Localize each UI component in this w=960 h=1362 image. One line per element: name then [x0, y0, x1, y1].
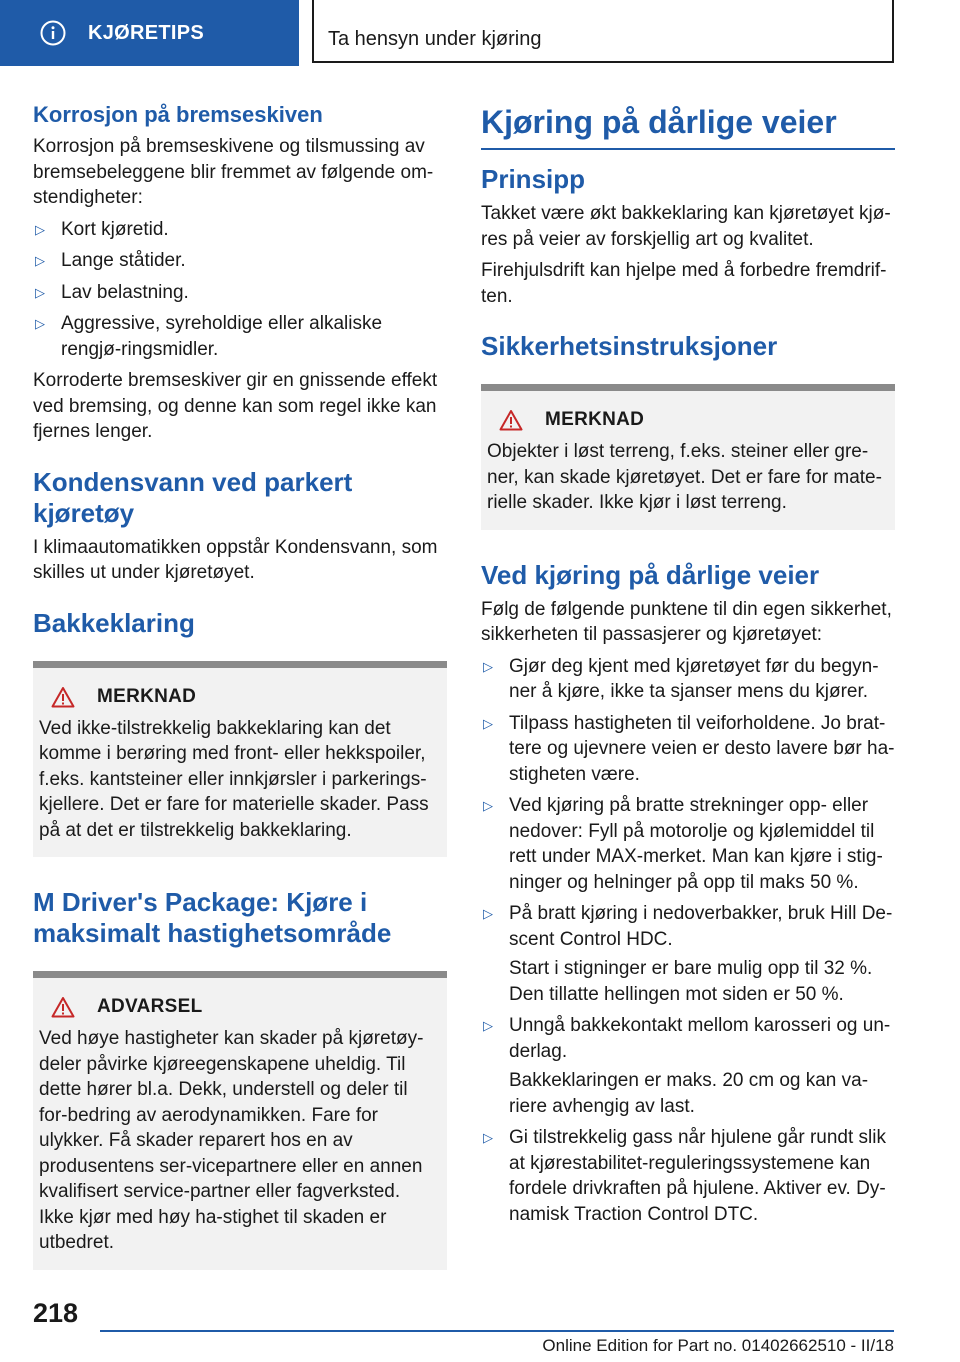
section-tab — [0, 0, 299, 66]
principle-heading: Prinsipp — [481, 164, 586, 194]
list-item-note: Bakkeklaringen er maks. 20 cm og kan va-riere avhengig av last. — [509, 1070, 869, 1117]
page-title-box — [312, 0, 894, 63]
bullet-triangle-icon: ▷ — [35, 284, 45, 300]
page-number: 218 — [33, 1298, 79, 1328]
bullet-triangle-icon: ▷ — [483, 715, 493, 731]
condensation-text: I klimaautomatikken oppstår Kondensvann, som skilles ut under kjøretøyet. — [33, 536, 438, 583]
warning-triangle-icon — [51, 996, 75, 1018]
principle-text-2: Firehjulsdrift kan hjelpe med å forbedre fremdrif-ten. — [481, 260, 887, 307]
warning-triangle-icon — [51, 686, 75, 708]
page-header — [0, 0, 960, 66]
bullet-triangle-icon: ▷ — [483, 798, 493, 813]
list-item: ▷ Aggressive, syreholdige eller alkaliske rengjø-ringsmidler. — [35, 313, 383, 360]
warning-triangle-icon — [499, 409, 523, 431]
notice-text: Ved høye hastigheter kan skader på kjøretøy-deler påvirke kjøreegenskapene uheldig. Til dette hører bl.a. Dekk, understell og deler til for-bedring av aerodynamikken. Fare for ulykker. Få skader reparert hos en av produsentens ser-vicepartnere eller en annen kvalifisert service-partner eller fagverksted. Ikke kjør med høy ha-stighet til skaden er utbedret. — [39, 1028, 424, 1253]
list-item: ▷ Gjør deg kjent med kjøretøyet før du begyn-ner å kjøre, ikke ta sjanser mens du kjører. — [483, 655, 879, 702]
list-item: ▷ På bratt kjøring i nedoverbakker, bruk Hill De-scent Control HDC. Start i stigninger er bare mulig opp til 32 %. Den tillatte hellingen mot siden er 50 %. — [481, 901, 895, 1007]
list-item: ▷ Kort kjøretid. — [33, 217, 447, 243]
bullet-triangle-icon: ▷ — [483, 1018, 493, 1033]
page-title: Ta hensyn under kjøring — [328, 28, 542, 50]
bullet-triangle-icon: ▷ — [483, 906, 493, 921]
corrosion-intro: Korrosjon på bremseskivene og tilsmussing av bremsebeleggene blir fremmet av følgende om-stendigheter: — [33, 136, 434, 208]
condensation-heading: Kondensvann ved parkert kjøretøy — [33, 466, 353, 528]
notice-text: Objekter i løst terreng, f.eks. steiner eller gre-ner, kan skade kjøretøyet. Det er fare for mate-rielle skader. Ikke kjør i løst terreng. — [487, 441, 882, 513]
safety-notice — [481, 384, 895, 530]
list-item: ▷ Gi tilstrekkelig gass når hjulene går rundt slik at kjørestabilitet-reguleringssystemene kan fordele drivkraften på hjulene. Aktiver ev. Dy-namisk Traction Control DTC. — [483, 1127, 887, 1225]
edition-info: Online Edition for Part no. 01402662510 - II/18 — [542, 1336, 894, 1355]
bullet-triangle-icon: ▷ — [35, 316, 45, 331]
footer-divider — [100, 1330, 894, 1332]
list-item-note: Start i stigninger er bare mulig opp til 32 %. Den tillatte hellingen mot siden er 50 %. — [509, 958, 873, 1005]
bad-roads-list — [481, 654, 895, 1228]
notice-title: MERKNAD — [97, 685, 197, 707]
list-item: ▷ Ved kjøring på bratte strekninger opp- eller nedover: Fyll på motorolje og kjølemiddel til rett under MAX-merket. Man kan kjøre i stig-ninger og helninger på opp til maks 50 %. — [483, 795, 883, 893]
info-icon — [40, 20, 66, 46]
safety-heading: Sikkerhetsinstruksjoner — [481, 331, 778, 361]
clearance-heading: Bakkeklaring — [33, 607, 195, 638]
section-label: KJØRETIPS — [88, 21, 205, 44]
list-item: ▷ Unngå bakkekontakt mellom karosseri og un-derlag. Bakkeklaringen er maks. 20 cm og kan va-riere avhengig av last. — [481, 1013, 895, 1119]
corrosion-heading: Korrosjon på bremseskiven — [33, 102, 323, 127]
mdriver-warning — [33, 971, 447, 1270]
bullet-triangle-icon: ▷ — [35, 253, 45, 268]
list-item: ▷ Lange ståtider. — [33, 248, 447, 274]
notice-title: ADVARSEL — [97, 996, 203, 1017]
principle-text-1: Takket være økt bakkeklaring kan kjøretøyet kjø-res på veier av forskjellig art og kvalitet. — [481, 203, 891, 250]
bad-roads-intro: Følg de følgende punktene til din egen sikkerhet, sikkerheten til passasjerer og kjøretøyet: — [481, 598, 892, 645]
bullet-triangle-icon: ▷ — [483, 658, 493, 674]
list-item: ▷ Lav belastning. — [33, 280, 447, 306]
corrosion-outro: Korroderte bremseskiver gir en gnissende effekt ved bremsing, og denne kan som regel ikke kan fjernes lenger. — [33, 370, 438, 442]
corrosion-list — [33, 217, 447, 363]
bullet-triangle-icon: ▷ — [35, 221, 45, 237]
clearance-notice — [33, 661, 447, 858]
left-column — [33, 100, 447, 1270]
list-item: ▷ Tilpass hastigheten til veiforholdene. Jo brat-tere og ujevnere veien er desto lavere bør ha-stigheten være. — [483, 712, 895, 785]
bullet-triangle-icon: ▷ — [483, 1130, 493, 1145]
right-column — [481, 100, 895, 1233]
mdriver-heading: M Driver's Package: Kjøre i maksimalt hastighetsområde — [33, 887, 392, 948]
notice-title: MERKNAD — [545, 409, 645, 430]
bad-roads-title: Kjøring på dårlige veier — [481, 100, 895, 150]
notice-text: Ved ikke-tilstrekkelig bakkeklaring kan det komme i berøring med front- eller hekkspoiler, f.eks. kantsteiner eller innkjørsler i parkerings-kjellere. Det er fare for materielle skader. Pass på at det er tilstrekkelig bakkeklaring. — [39, 717, 429, 841]
bad-roads-heading: Ved kjøring på dårlige veier — [481, 559, 820, 590]
